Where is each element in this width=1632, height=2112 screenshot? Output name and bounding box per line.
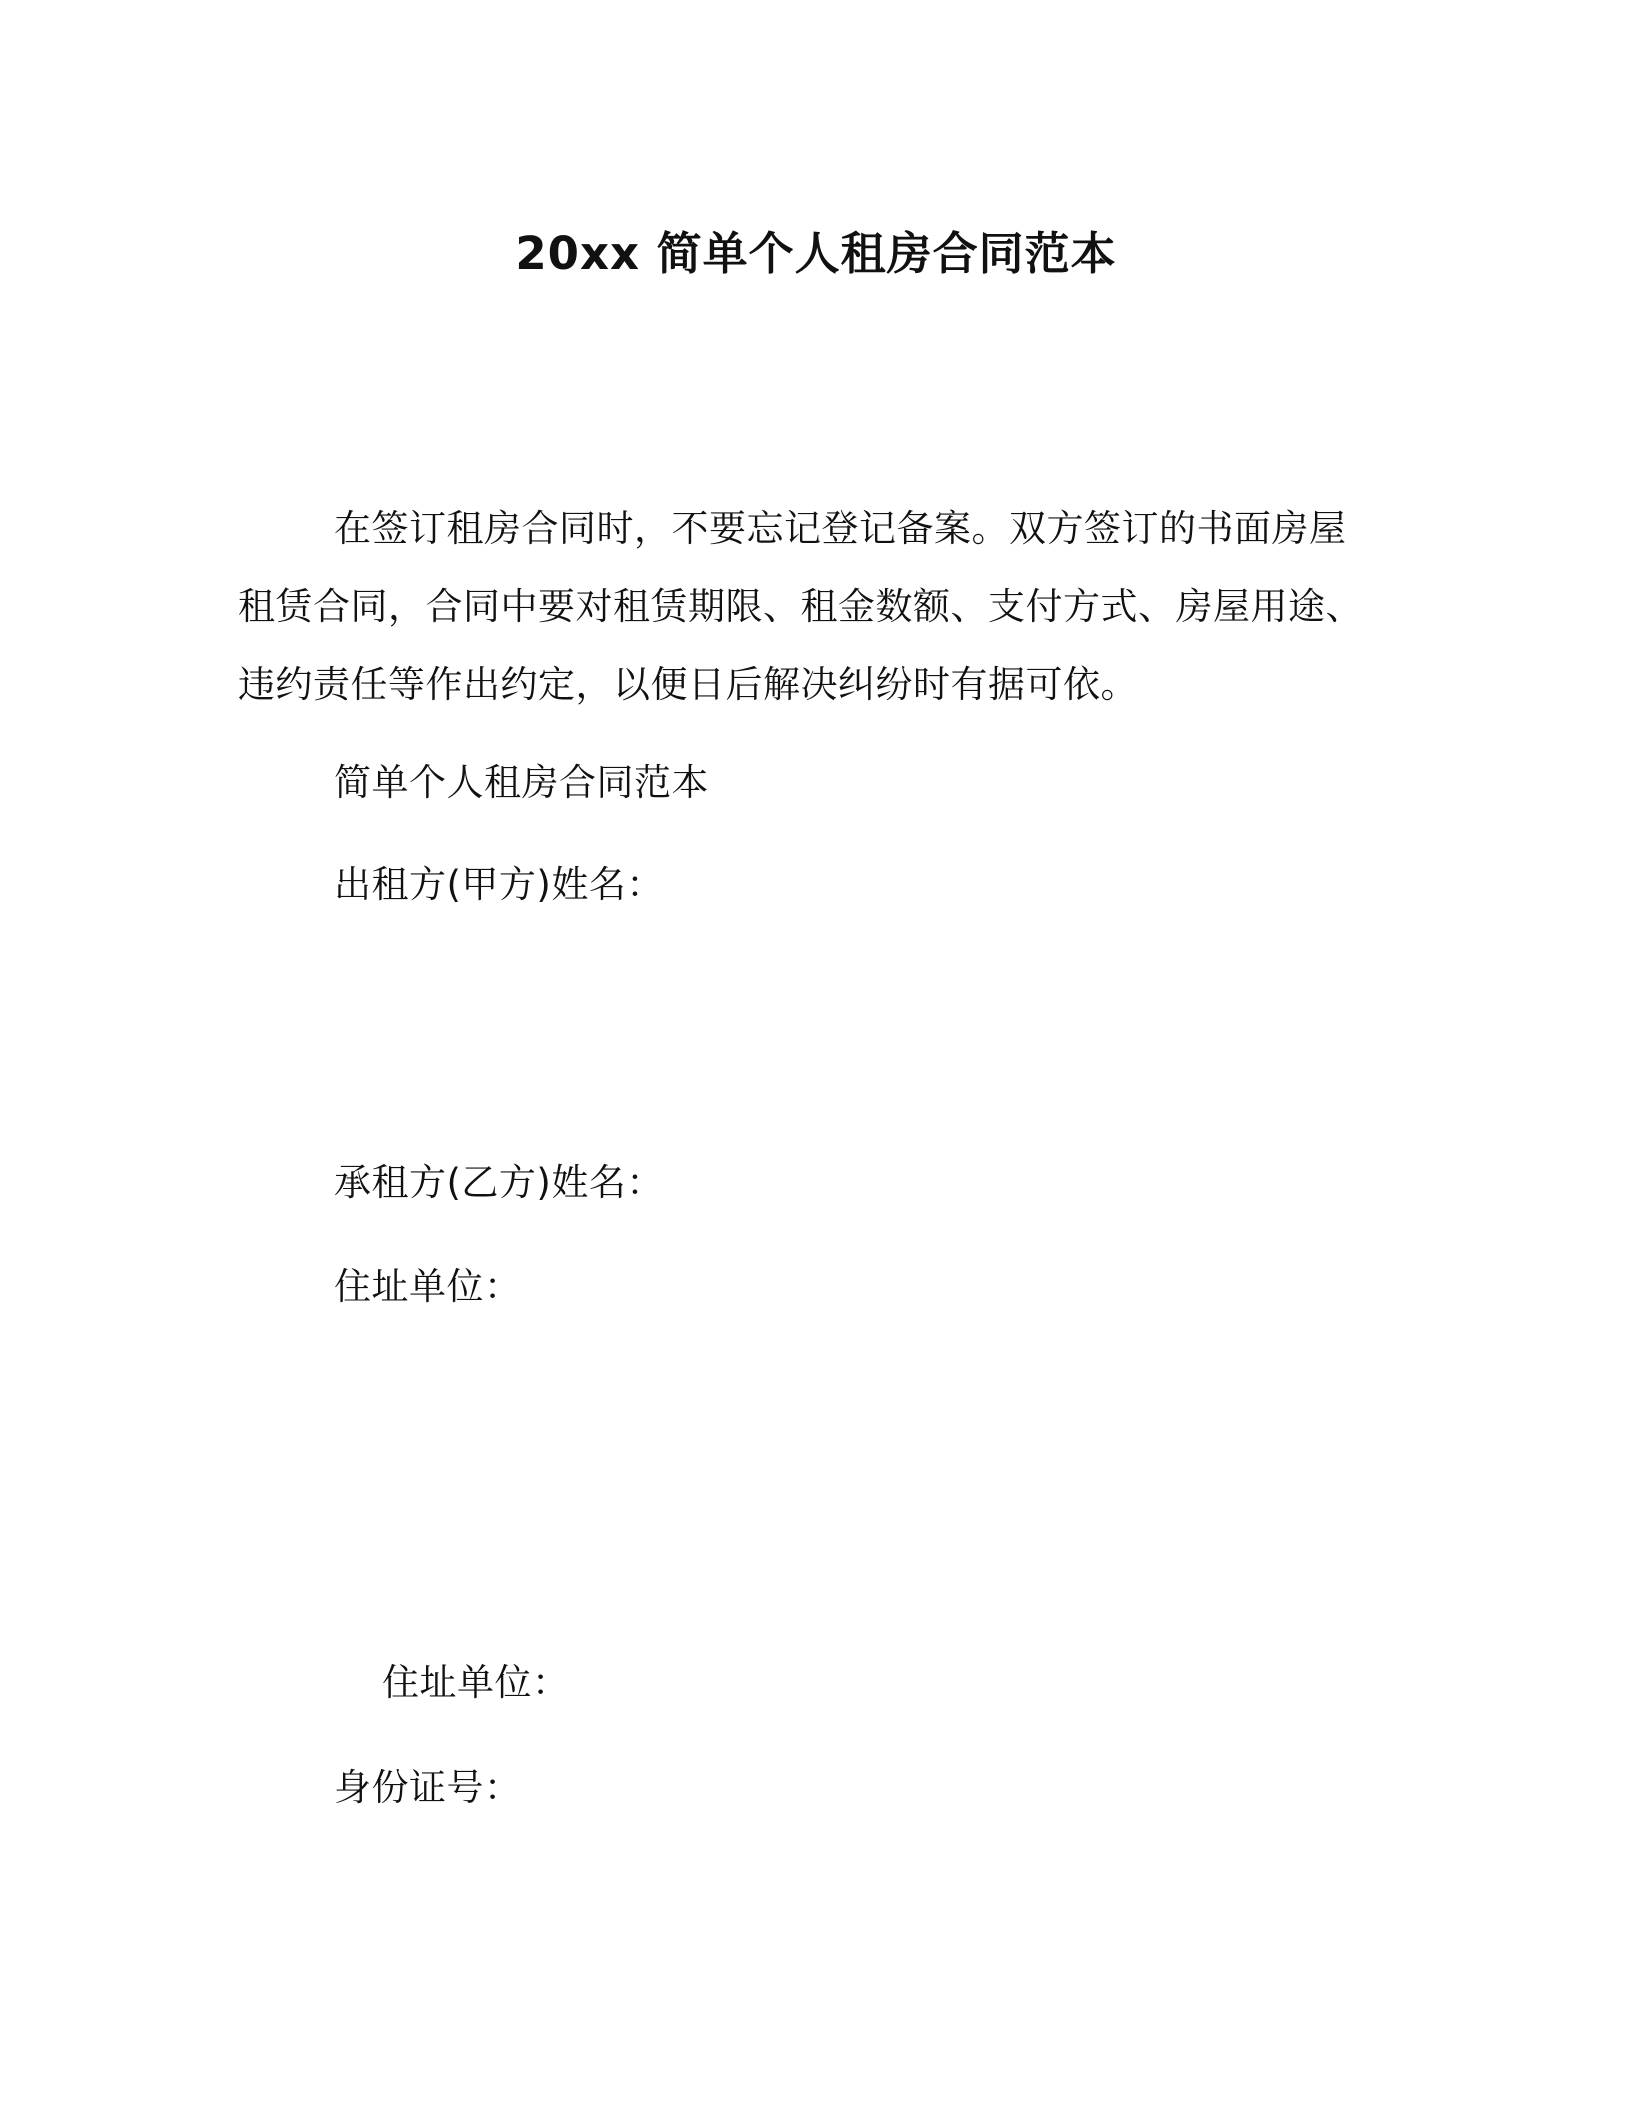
- address-label: 住址单位：: [334, 1265, 522, 1308]
- contract-subtitle: 简单个人租房合同范本: [334, 761, 709, 804]
- intro-paragraph: 在签订租房合同时，不要忘记登记备案。双方签订的书面房屋租赁合同，合同中要对租赁期限、租金数额、支付方式、房屋用途、违约责任等作出约定，以便日后解决纠纷时有据可依。: [238, 507, 1363, 706]
- document-title: 20xx 简单个人租房合同范本: [515, 227, 1117, 280]
- lessee-name-label: 承租方(乙方)姓名：: [334, 1161, 664, 1204]
- lessor-name-label: 出租方(甲方)姓名：: [334, 863, 664, 906]
- address-label-second: 住址单位：: [382, 1661, 570, 1704]
- id-number-label: 身份证号：: [334, 1766, 522, 1809]
